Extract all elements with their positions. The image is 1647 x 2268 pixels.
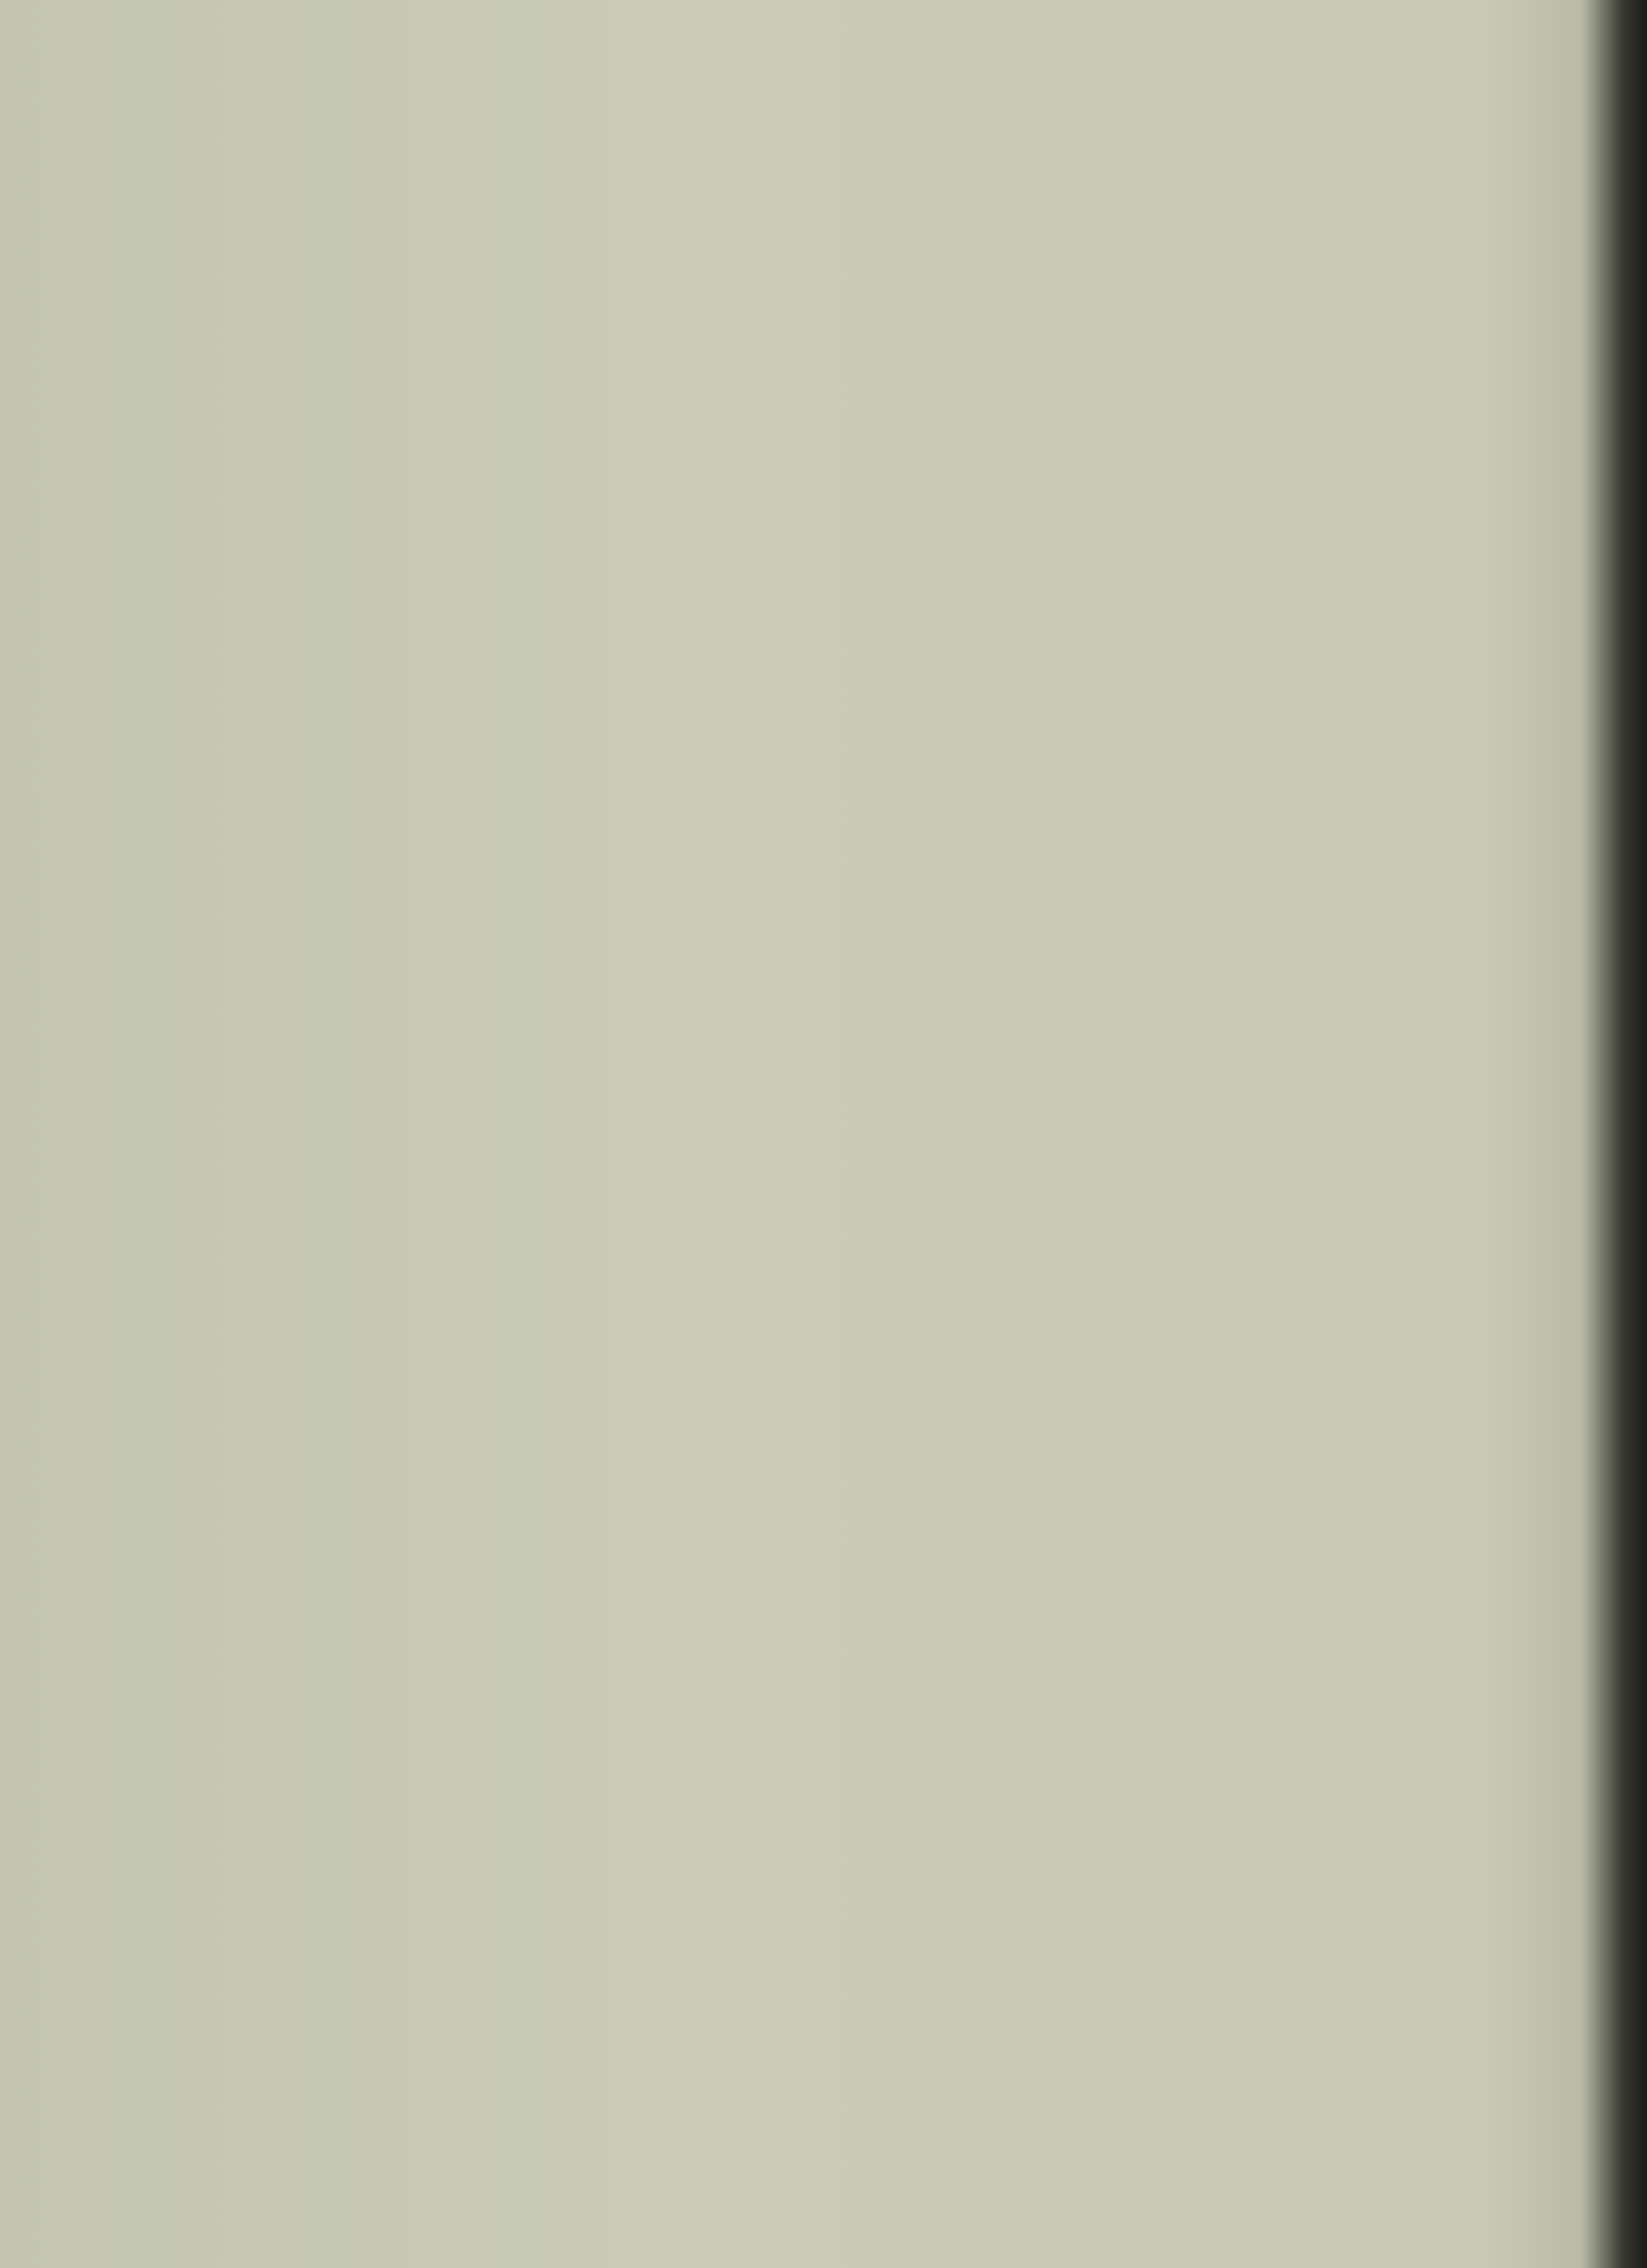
running-header — [138, 66, 1540, 111]
plate-11-chart — [98, 498, 806, 1094]
plate-12-chart — [871, 1353, 1567, 1759]
